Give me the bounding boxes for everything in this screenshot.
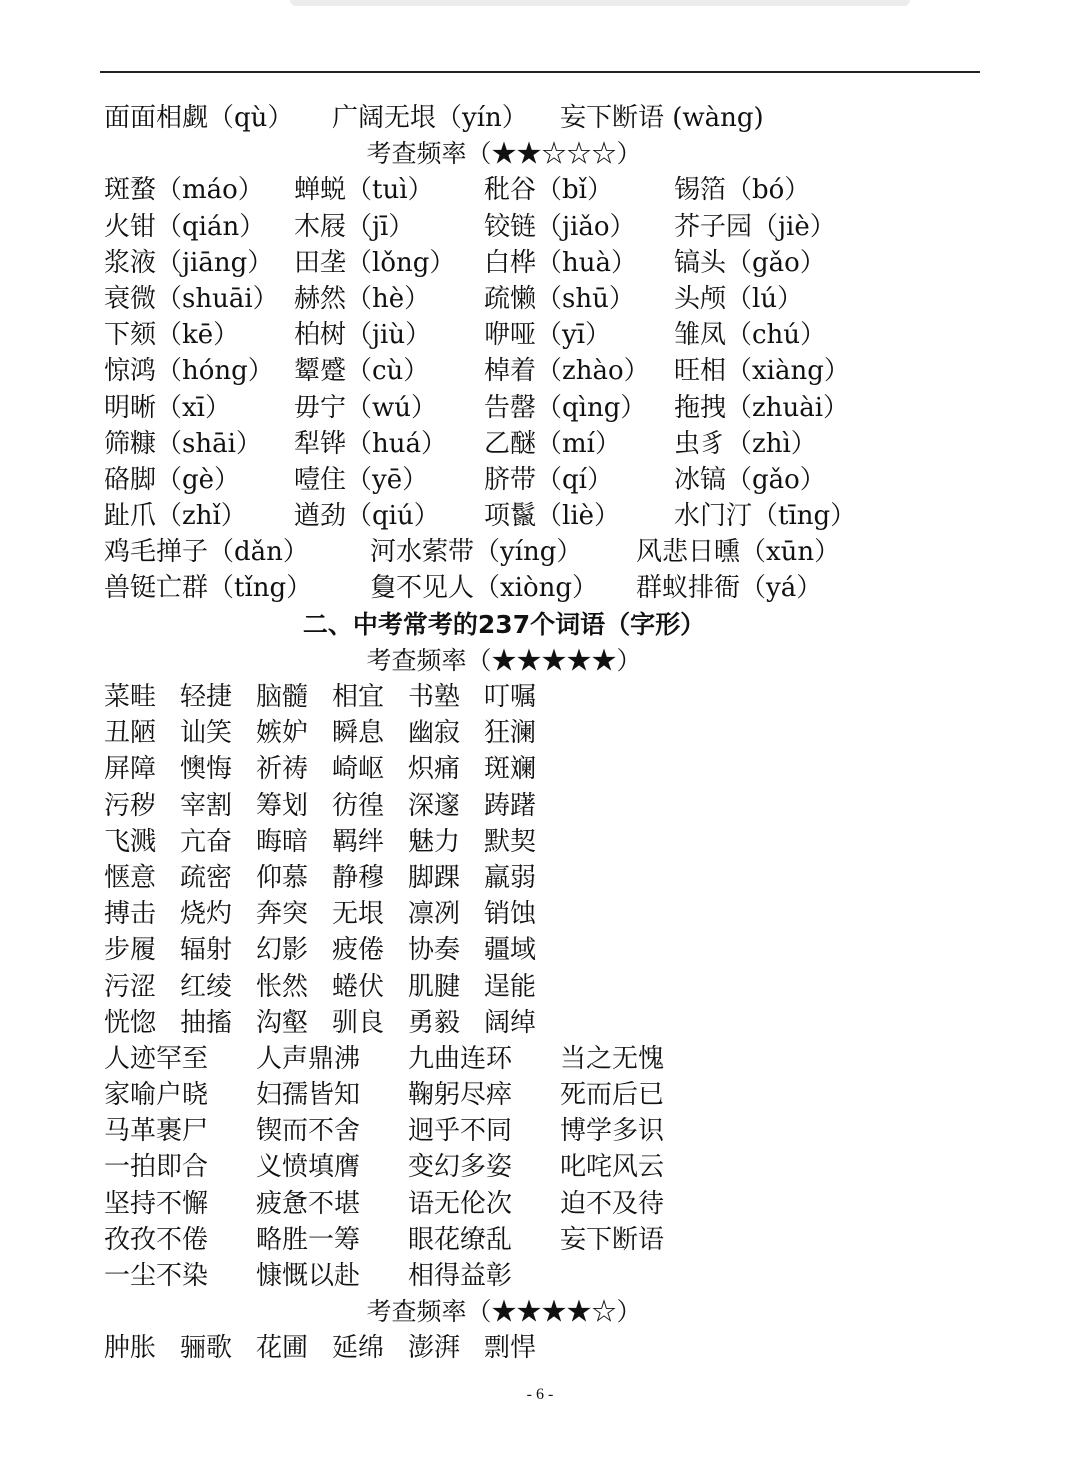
pinyin-entry: 趾爪（zhǐ） <box>104 501 247 532</box>
pinyin-entry: 雏凤（chú） <box>674 320 827 351</box>
pinyin-row <box>104 570 984 606</box>
pinyin-entry: 秕谷（bǐ） <box>484 175 613 206</box>
word-entry: 嫉妒 <box>256 718 309 749</box>
word-entry: 亢奋 <box>180 826 233 857</box>
word-entry: 骊歌 <box>180 1333 233 1364</box>
word-entry: 讪笑 <box>180 718 233 749</box>
idiom-entry: 死而后已 <box>560 1080 665 1111</box>
pinyin-entry: 遒劲（qiú） <box>294 501 440 532</box>
word-entry: 销蚀 <box>484 899 537 930</box>
pinyin-entry: 棹着（zhào） <box>484 356 650 387</box>
word-entry: 丑陋 <box>104 718 157 749</box>
word-entry: 狂澜 <box>484 718 537 749</box>
pinyin-entry: 虫豸（zhì） <box>674 428 817 459</box>
frequency-label-row <box>104 643 984 679</box>
word-entry: 沟壑 <box>256 1007 309 1038</box>
word-entry: 轻捷 <box>180 682 233 712</box>
pinyin-entry: 敻不见人（xiòng） <box>370 573 599 604</box>
pinyin-entry: 锡箔（bó） <box>674 175 811 206</box>
word-entry: 筹划 <box>256 790 309 821</box>
pinyin-entry: 兽铤亡群（tǐng） <box>104 573 313 604</box>
pinyin-entry: 妄下断语 (wàng) <box>560 103 764 133</box>
word-row <box>104 824 984 860</box>
pinyin-entry: 项鬣（liè） <box>484 501 621 532</box>
word-entry: 羁绊 <box>332 826 385 857</box>
scroll-shadow <box>290 0 910 6</box>
pinyin-entry: 冰镐（gǎo） <box>674 464 826 495</box>
idiom-entry: 相得益彰 <box>408 1261 513 1291</box>
word-entry: 辐射 <box>180 935 233 966</box>
idiom-entry: 变幻多姿 <box>408 1152 513 1183</box>
pinyin-entry: 疏懒（shū） <box>484 283 635 314</box>
pinyin-entry: 毋宁（wú） <box>294 392 438 423</box>
document-body <box>104 100 984 1367</box>
word-entry: 疏密 <box>180 862 233 893</box>
pinyin-entry: 鸡毛掸子（dǎn） <box>104 537 309 568</box>
word-entry: 仰慕 <box>256 862 309 893</box>
pinyin-entry: 惊鸿（hóng） <box>104 356 274 387</box>
pinyin-entry: 木屐（jī） <box>294 211 415 242</box>
pinyin-entry: 脐带（qí） <box>484 464 613 495</box>
pinyin-entry: 白桦（huà） <box>484 247 637 278</box>
idiom-entry: 迫不及待 <box>560 1188 665 1219</box>
pinyin-entry: 乙醚（mí） <box>484 428 621 459</box>
pinyin-entry: 噎住（yē） <box>294 464 429 495</box>
word-row <box>104 896 984 932</box>
word-entry: 书塾 <box>408 682 461 712</box>
frequency-label: 考查频率（★★☆☆☆） <box>366 139 642 169</box>
word-entry: 恍惚 <box>104 1007 157 1038</box>
word-row <box>104 751 984 787</box>
word-entry: 祈祷 <box>256 754 309 785</box>
word-entry: 驯良 <box>332 1007 385 1038</box>
word-entry: 崎岖 <box>332 754 385 785</box>
word-entry: 凛冽 <box>408 899 461 930</box>
idiom-row <box>104 1258 984 1294</box>
idiom-entry: 坚持不懈 <box>104 1188 209 1219</box>
idiom-row <box>104 1113 984 1149</box>
word-entry: 肿胀 <box>104 1333 157 1364</box>
pinyin-row <box>104 426 984 462</box>
section-heading: 二、中考常考的237个词语（字形） <box>302 609 706 639</box>
word-entry: 叮嘱 <box>484 682 537 712</box>
word-entry: 花圃 <box>256 1333 309 1364</box>
word-entry: 搏击 <box>104 899 157 930</box>
idiom-entry: 慷慨以赴 <box>256 1261 361 1291</box>
word-entry: 幽寂 <box>408 718 461 749</box>
pinyin-entry: 拖拽（zhuài） <box>674 392 850 423</box>
word-entry: 静穆 <box>332 862 385 893</box>
word-entry: 惬意 <box>104 862 157 893</box>
word-row <box>104 932 984 968</box>
pinyin-entry: 斑蝥（máo） <box>104 175 264 206</box>
pinyin-entry: 明晰（xī） <box>104 392 231 423</box>
word-entry: 彷徨 <box>332 790 385 821</box>
word-entry: 延绵 <box>332 1333 385 1364</box>
idiom-entry: 锲而不舍 <box>256 1116 361 1147</box>
pinyin-row <box>104 317 984 353</box>
idiom-row <box>104 1041 984 1077</box>
idiom-entry: 迥乎不同 <box>408 1116 513 1147</box>
idiom-entry: 马革裹尸 <box>104 1116 209 1147</box>
idiom-entry: 叱咤风云 <box>560 1152 665 1183</box>
pinyin-entry: 颦蹙（cù） <box>294 356 430 387</box>
word-entry: 疆域 <box>484 935 537 966</box>
word-row <box>104 679 984 715</box>
pinyin-entry: 河水萦带（yíng） <box>370 537 583 568</box>
word-entry: 幻影 <box>256 935 309 966</box>
word-entry: 斑斓 <box>484 754 537 785</box>
pinyin-row <box>104 462 984 498</box>
pinyin-entry: 头颅（lú） <box>674 283 804 314</box>
word-row <box>104 969 984 1005</box>
idiom-entry: 人迹罕至 <box>104 1043 209 1074</box>
idiom-entry: 当之无愧 <box>560 1043 665 1074</box>
idiom-entry: 一拍即合 <box>104 1152 209 1183</box>
idiom-entry: 人声鼎沸 <box>256 1043 361 1074</box>
pinyin-entry: 咿哑（yī） <box>484 320 612 351</box>
word-entry: 相宜 <box>332 682 385 712</box>
word-entry: 蜷伏 <box>332 971 385 1002</box>
word-entry: 肌腱 <box>408 971 461 1002</box>
pinyin-entry: 群蚁排衙（yá） <box>636 573 823 604</box>
pinyin-row <box>104 534 984 570</box>
pinyin-entry: 浆液（jiāng） <box>104 247 274 278</box>
idiom-entry: 九曲连环 <box>408 1043 513 1074</box>
word-entry: 协奏 <box>408 935 461 966</box>
word-entry: 抽搐 <box>180 1007 233 1038</box>
word-entry: 步履 <box>104 935 157 966</box>
frequency-label-row <box>104 136 984 172</box>
header-rule <box>100 71 980 73</box>
pinyin-entry: 赫然（hè） <box>294 283 431 314</box>
pinyin-entry: 柏树（jiù） <box>294 320 432 351</box>
word-entry: 烧灼 <box>180 899 233 930</box>
idiom-entry: 略胜一筹 <box>256 1224 361 1255</box>
pinyin-entry: 面面相觑（qù） <box>104 103 294 133</box>
word-entry: 默契 <box>484 826 537 857</box>
pinyin-entry: 镐头（gǎo） <box>674 247 826 278</box>
pinyin-entry: 蝉蜕（tuì） <box>294 175 434 206</box>
word-entry: 疲倦 <box>332 935 385 966</box>
word-row <box>104 860 984 896</box>
idiom-entry: 博学多识 <box>560 1116 665 1147</box>
word-row <box>104 788 984 824</box>
frequency-label-row <box>104 1294 984 1330</box>
word-entry: 污涩 <box>104 971 157 1002</box>
pinyin-entry: 下颏（kē） <box>104 320 240 351</box>
pinyin-entry: 告罄（qìng） <box>484 392 647 423</box>
word-entry: 懊悔 <box>180 754 233 785</box>
word-entry: 炽痛 <box>408 754 461 785</box>
pinyin-entry: 芥子园（jiè） <box>674 211 836 242</box>
idiom-row <box>104 1222 984 1258</box>
word-entry: 瞬息 <box>332 718 385 749</box>
pinyin-entry: 风悲日曛（xūn） <box>636 537 841 568</box>
idiom-entry: 义愤填膺 <box>256 1152 361 1183</box>
idiom-entry: 一尘不染 <box>104 1261 209 1291</box>
section-heading-row <box>104 607 984 643</box>
pinyin-row <box>104 390 984 426</box>
pinyin-entry: 犁铧（huá） <box>294 428 447 459</box>
pinyin-entry: 衰微（shuāi） <box>104 283 279 314</box>
word-row <box>104 1005 984 1041</box>
word-entry: 深邃 <box>408 790 461 821</box>
idiom-row <box>104 1186 984 1222</box>
idiom-entry: 家喻户晓 <box>104 1080 209 1111</box>
page-number: - 6 - <box>526 1386 554 1403</box>
idiom-entry: 疲惫不堪 <box>256 1188 361 1219</box>
word-entry: 怅然 <box>256 971 309 1002</box>
word-entry: 污秽 <box>104 790 157 821</box>
pinyin-row <box>104 100 984 136</box>
word-entry: 羸弱 <box>484 862 537 893</box>
word-entry: 宰割 <box>180 790 233 821</box>
word-entry: 晦暗 <box>256 826 309 857</box>
word-entry: 澎湃 <box>408 1333 461 1364</box>
idiom-entry: 妇孺皆知 <box>256 1080 361 1111</box>
pinyin-row <box>104 281 984 317</box>
word-entry: 逞能 <box>484 971 537 1002</box>
pinyin-entry: 硌脚（gè） <box>104 464 241 495</box>
pinyin-entry: 水门汀（tīng） <box>674 501 857 532</box>
word-entry: 勇毅 <box>408 1007 461 1038</box>
pinyin-entry: 旺相（xiàng） <box>674 356 850 387</box>
frequency-label: 考查频率（★★★★☆） <box>366 1297 642 1327</box>
idiom-entry: 鞠躬尽瘁 <box>408 1080 513 1111</box>
word-entry: 脚踝 <box>408 862 461 893</box>
pinyin-row <box>104 498 984 534</box>
pinyin-entry: 田垄（lǒng） <box>294 247 456 278</box>
pinyin-row <box>104 209 984 245</box>
idiom-entry: 妄下断语 <box>560 1224 665 1255</box>
word-entry: 踌躇 <box>484 790 537 821</box>
frequency-label: 考查频率（★★★★★） <box>366 645 642 675</box>
word-row <box>104 715 984 751</box>
word-entry: 无垠 <box>332 899 385 930</box>
word-entry: 剽悍 <box>484 1333 537 1364</box>
word-entry: 脑髓 <box>256 682 309 712</box>
word-entry: 菜畦 <box>104 682 157 712</box>
idiom-row <box>104 1149 984 1185</box>
word-row <box>104 1330 984 1366</box>
word-entry: 奔突 <box>256 899 309 930</box>
word-entry: 屏障 <box>104 754 157 785</box>
word-entry: 阔绰 <box>484 1007 537 1038</box>
idiom-entry: 眼花缭乱 <box>408 1224 513 1255</box>
word-entry: 红绫 <box>180 971 233 1002</box>
pinyin-entry: 广阔无垠（yín） <box>332 103 528 133</box>
word-entry: 魅力 <box>408 826 461 857</box>
idiom-entry: 语无伦次 <box>408 1188 513 1219</box>
pinyin-entry: 火钳（qián） <box>104 211 266 242</box>
pinyin-row <box>104 245 984 281</box>
pinyin-row <box>104 353 984 389</box>
pinyin-entry: 铰链（jiǎo） <box>484 211 636 242</box>
idiom-entry: 孜孜不倦 <box>104 1224 209 1255</box>
pinyin-entry: 筛糠（shāi） <box>104 428 262 459</box>
pinyin-row <box>104 172 984 208</box>
idiom-row <box>104 1077 984 1113</box>
word-entry: 飞溅 <box>104 826 157 857</box>
